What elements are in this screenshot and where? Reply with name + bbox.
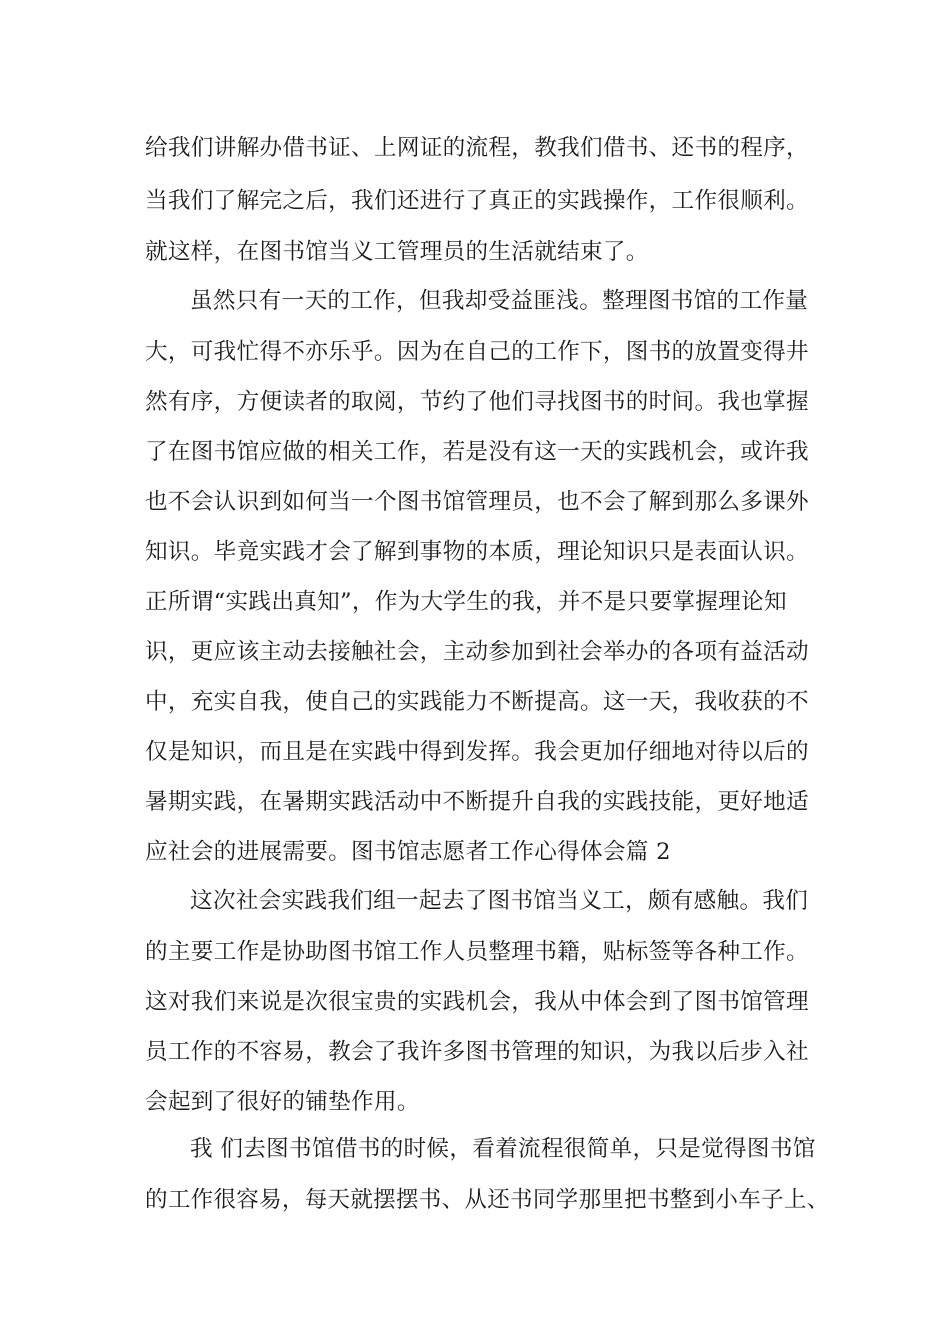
text-line: 给我们讲解办借书证、上网证的流程，教我们借书、还书的程序， — [145, 135, 809, 161]
text-line: 当我们了解完之后，我们还进行了真正的实践操作，工作很顺利。 — [145, 188, 809, 214]
text-line: 然有序，方便读者的取阅，节约了他们寻找图书的时间。我也掌握 — [145, 389, 809, 415]
text-line: 识，更应该主动去接触社会，主动参加到社会举办的各项有益活动 — [145, 639, 809, 665]
text-line: 会起到了很好的铺垫作用。 — [145, 1089, 420, 1115]
text-line: 的工作很容易，每天就摆摆书、从还书同学那里把书整到小车子上、 — [145, 1187, 830, 1213]
text-line: 了在图书馆应做的相关工作，若是没有这一天的实践机会，或许我 — [145, 439, 809, 465]
text-line: 正所谓“实践出真知”，作为大学生的我，并不是只要掌握理论知 — [145, 589, 787, 615]
text-line: 这对我们来说是次很宝贵的实践机会，我从中体会到了图书馆管理 — [145, 989, 809, 1015]
text-line: 也不会认识到如何当一个图书馆管理员，也不会了解到那么多课外 — [145, 489, 809, 515]
text-line: 的主要工作是协助图书馆工作人员整理书籍，贴标签等各种工作。 — [145, 939, 809, 965]
paragraph-first-line: 这次社会实践我们组一起去了图书馆当义工，颇有感触。我们 — [190, 888, 809, 914]
text-line: 大，可我忙得不亦乐乎。因为在自己的工作下，图书的放置变得井 — [145, 339, 809, 365]
text-line: 中，充实自我，使自己的实践能力不断提高。这一天，我收获的不 — [145, 689, 809, 715]
text-line: 知识。毕竟实践才会了解到事物的本质，理论知识只是表面认识。 — [145, 539, 809, 565]
text-line: 员工作的不容易，教会了我许多图书管理的知识，为我以后步入社 — [145, 1039, 809, 1065]
text-line: 就这样，在图书馆当义工管理员的生活就结束了。 — [145, 239, 649, 265]
paragraph-first-line: 虽然只有一天的工作，但我却受益匪浅。整理图书馆的工作量 — [190, 288, 809, 314]
paragraph-first-line: 我 们去图书馆借书的时候，看着流程很简单，只是觉得图书馆 — [190, 1136, 816, 1162]
text-line: 仅是知识，而且是在实践中得到发挥。我会更加仔细地对待以后的 — [145, 739, 809, 765]
text-line: 暑期实践，在暑期实践活动中不断提升自我的实践技能，更好地适 — [145, 789, 809, 815]
text-line: 应社会的进展需要。图书馆志愿者工作心得体会篇 2 — [145, 839, 671, 865]
